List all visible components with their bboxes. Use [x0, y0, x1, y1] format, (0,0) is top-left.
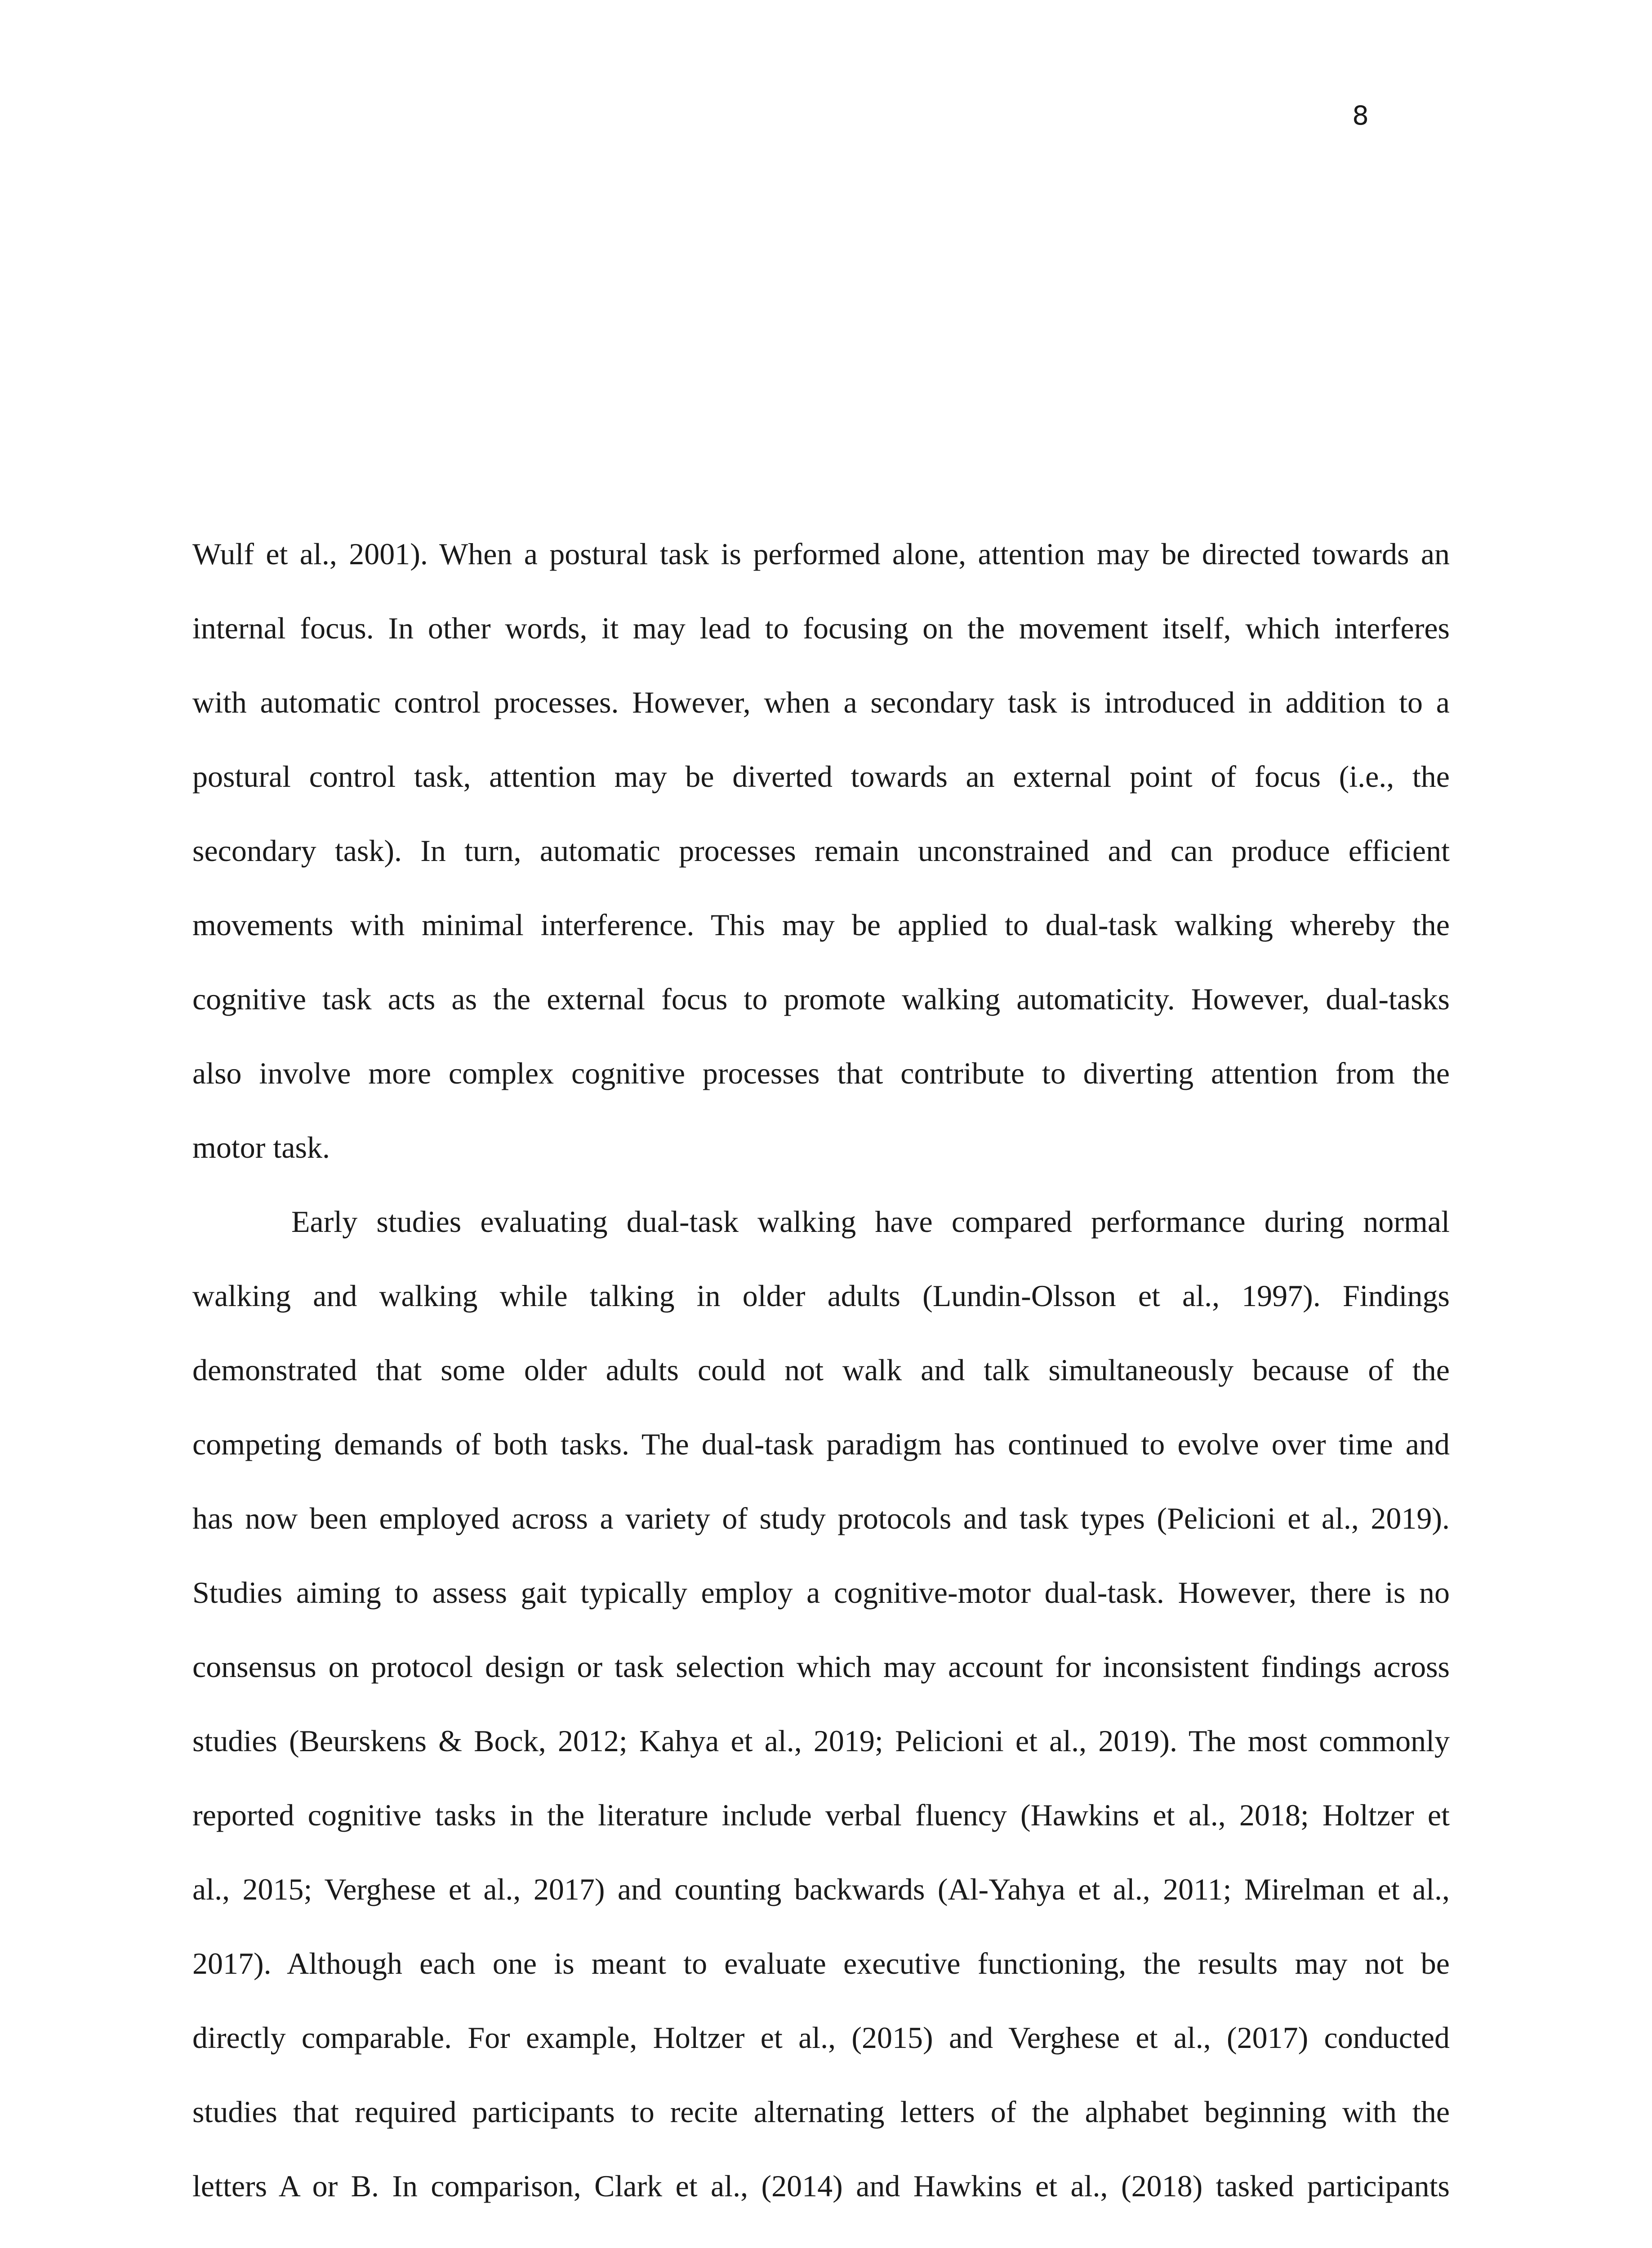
text-line: studies that required participants to recite alternating letters of the alphabet beginning with the — [192, 2095, 1450, 2129]
text-line: 2017). Although each one is meant to evaluate executive functioning, the results may not be — [192, 1946, 1450, 1980]
body-text — [192, 517, 1450, 2223]
text-line: Early studies evaluating dual-task walking have compared performance during normal — [291, 1204, 1450, 1239]
text-line: reported cognitive tasks in the literature include verbal fluency (Hawkins et al., 2018; Holtzer et — [192, 1798, 1450, 1832]
text-line: directly comparable. For example, Holtzer et al., (2015) and Verghese et al., (2017) conducted — [192, 2021, 1450, 2055]
text-line: walking and walking while talking in older adults (Lundin-Olsson et al., 1997). Findings — [192, 1279, 1450, 1313]
text-line: cognitive task acts as the external focus to promote walking automaticity. However, dual-tasks — [192, 982, 1450, 1016]
text-line: postural control task, attention may be diverted towards an external point of focus (i.e., the — [192, 759, 1450, 794]
text-line: with automatic control processes. However, when a secondary task is introduced in addition to a — [192, 685, 1450, 719]
text-line: studies (Beurskens & Bock, 2012; Kahya et al., 2019; Pelicioni et al., 2019). The most commonly — [192, 1724, 1450, 1758]
text-line: competing demands of both tasks. The dual-task paradigm has continued to evolve over time and — [192, 1427, 1450, 1461]
text-line: Studies aiming to assess gait typically employ a cognitive-motor dual-task. However, there is no — [192, 1575, 1450, 1610]
text-line: letters A or B. In comparison, Clark et al., (2014) and Hawkins et al., (2018) tasked participants — [192, 2169, 1450, 2203]
text-line: demonstrated that some older adults could not walk and talk simultaneously because of the — [192, 1353, 1450, 1387]
text-line: consensus on protocol design or task selection which may account for inconsistent findings across — [192, 1650, 1450, 1684]
text-line: internal focus. In other words, it may lead to focusing on the movement itself, which interferes — [192, 611, 1450, 645]
text-line: Wulf et al., 2001). When a postural task is performed alone, attention may be directed towards an — [192, 537, 1450, 571]
text-line: also involve more complex cognitive processes that contribute to diverting attention from the — [192, 1056, 1450, 1090]
text-line: al., 2015; Verghese et al., 2017) and counting backwards (Al-Yahya et al., 2011; Mirelman et al., — [192, 1872, 1450, 1906]
text-line: motor task. — [192, 1130, 330, 1164]
text-line: movements with minimal interference. This may be applied to dual-task walking whereby the — [192, 908, 1450, 942]
text-line: has now been employed across a variety of study protocols and task types (Pelicioni et al., 2019). — [192, 1501, 1450, 1535]
page-number: 8 — [1352, 100, 1369, 131]
text-line: secondary task). In turn, automatic processes remain unconstrained and can produce efficient — [192, 834, 1450, 868]
